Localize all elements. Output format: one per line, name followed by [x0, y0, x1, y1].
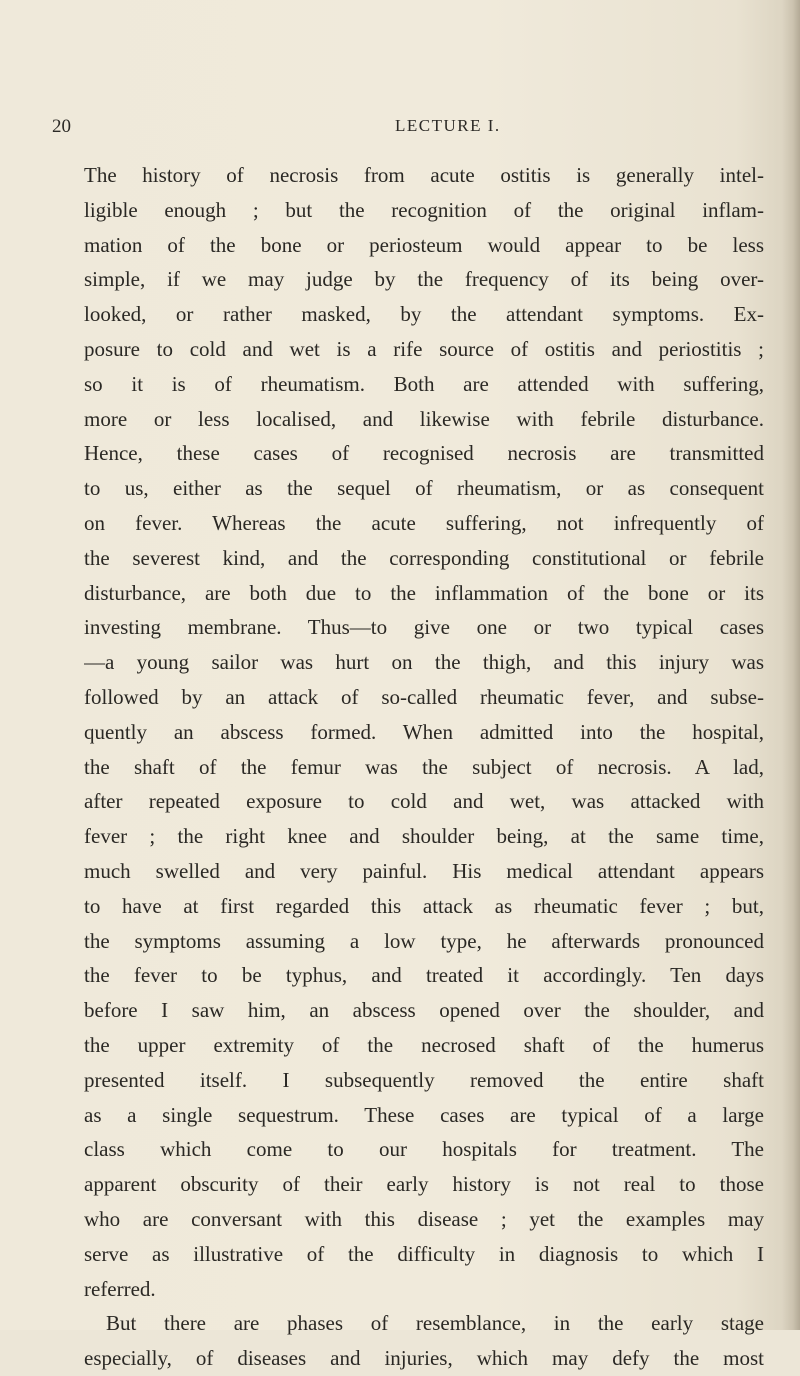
text-line: the shaft of the femur was the subject of necrosis. A lad, — [84, 754, 764, 779]
text-line: looked, or rather masked, by the attendant symptoms. Ex- — [84, 302, 764, 327]
text-line: referred. — [84, 1276, 156, 1301]
page-header — [0, 116, 800, 140]
page-edge-shadow — [782, 0, 800, 1330]
text-line: followed by an attack of so-called rheumatic fever, and subse- — [84, 684, 764, 709]
text-line: Hence, these cases of recognised necrosis are transmitted — [84, 441, 764, 466]
text-line: investing membrane. Thus—to give one or two typical cases — [84, 615, 764, 640]
text-line: —a young sailor was hurt on the thigh, and this injury was — [84, 650, 764, 675]
text-line: The history of necrosis from acute ostitis is generally intel- — [84, 163, 764, 187]
text-line: after repeated exposure to cold and wet, was attacked with — [84, 789, 764, 814]
text-line: mation of the bone or periosteum would appear to be less — [84, 232, 764, 257]
text-line: on fever. Whereas the acute suffering, not infrequently of — [84, 510, 764, 535]
text-line: before I saw him, an abscess opened over the shoulder, and — [84, 998, 764, 1023]
text-line: the symptoms assuming a low type, he afterwards pronounced — [84, 928, 764, 953]
text-line: disturbance, are both due to the inflammation of the bone or its — [84, 580, 764, 605]
text-line: class which come to our hospitals for treatment. The — [84, 1137, 764, 1162]
text-line: especially, of diseases and injuries, which may defy the most — [84, 1346, 764, 1371]
text-line: to us, either as the sequel of rheumatism, or as consequent — [84, 476, 764, 501]
body-text — [84, 158, 764, 1376]
text-line: the upper extremity of the necrosed shaft of the humerus — [84, 1032, 764, 1057]
text-line: quently an abscess formed. When admitted into the hospital, — [84, 719, 764, 744]
text-line: simple, if we may judge by the frequency of its being over- — [84, 267, 764, 292]
text-line: apparent obscurity of their early history is not real to those — [84, 1172, 764, 1197]
text-line: who are conversant with this disease ; yet the examples may — [84, 1206, 764, 1231]
text-line: the severest kind, and the corresponding constitutional or febrile — [84, 545, 764, 570]
text-line: ligible enough ; but the recognition of the original inflam- — [84, 197, 764, 222]
text-line: more or less localised, and likewise with febrile disturbance. — [84, 406, 764, 431]
text-line: much swelled and very painful. His medical attendant appears — [84, 858, 764, 883]
text-line: to have at first regarded this attack as rheumatic fever ; but, — [84, 893, 764, 918]
text-line: the fever to be typhus, and treated it accordingly. Ten days — [84, 963, 764, 988]
text-line: so it is of rheumatism. Both are attended with suffering, — [84, 371, 764, 396]
text-line: serve as illustrative of the difficulty in diagnosis to which I — [84, 1241, 764, 1266]
text-line: fever ; the right knee and shoulder being, at the same time, — [84, 824, 764, 849]
text-line: posure to cold and wet is a rife source of ostitis and periostitis ; — [84, 336, 764, 361]
running-head: LECTURE I. — [395, 116, 501, 135]
text-line: But there are phases of resemblance, in the early stage — [106, 1311, 764, 1336]
page-number: 20 — [52, 116, 71, 137]
text-line: presented itself. I subsequently removed the entire shaft — [84, 1067, 764, 1092]
text-line: as a single sequestrum. These cases are typical of a large — [84, 1102, 764, 1127]
